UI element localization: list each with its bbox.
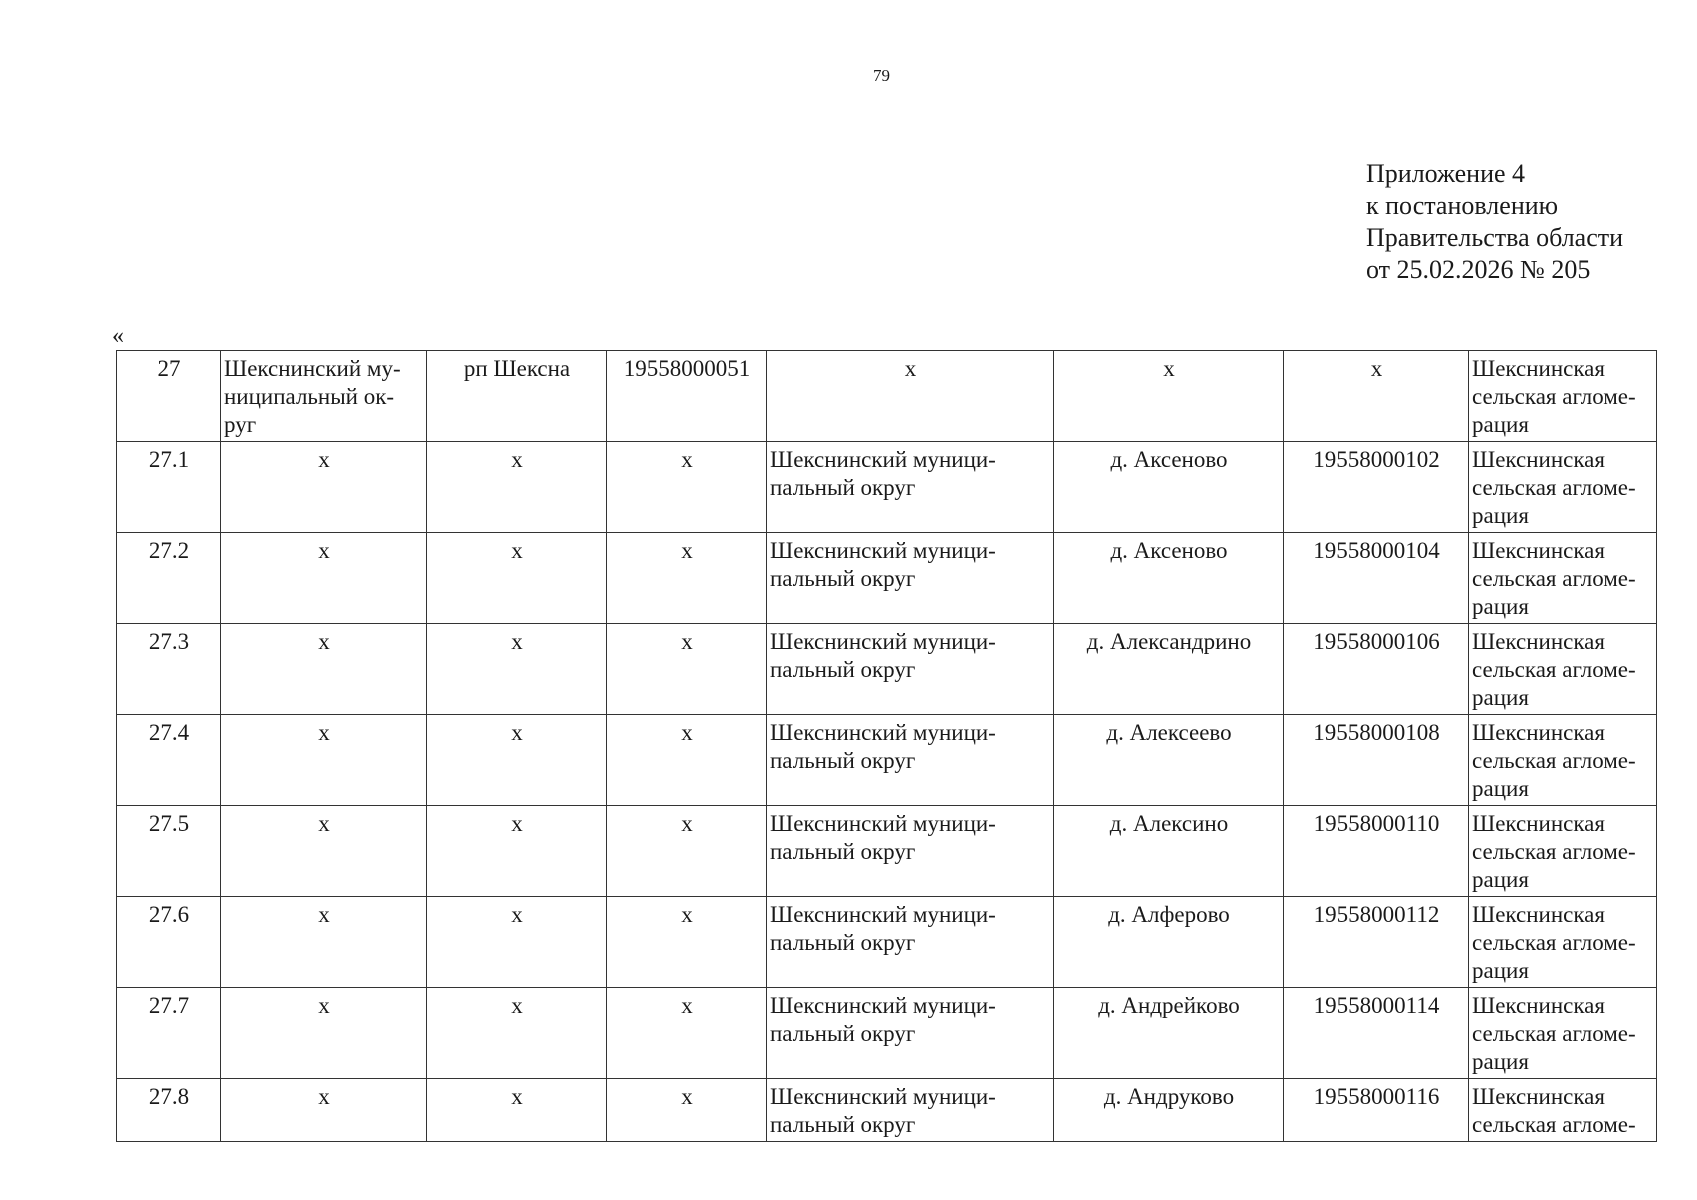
oktmo-cell: x	[607, 806, 767, 897]
settlement-oktmo-cell: 19558000104	[1284, 533, 1469, 624]
settlement-oktmo-cell: 19558000102	[1284, 442, 1469, 533]
table-row	[117, 624, 1657, 715]
oktmo-cell: x	[607, 988, 767, 1079]
municipality-cell: Шекснинский муници- пальный округ	[767, 442, 1054, 533]
appendix-line: к постановлению	[1366, 191, 1559, 220]
row-number-cell: 27.7	[117, 988, 221, 1079]
agglomeration-cell: Шекснинская сельская агломе- рация	[1469, 897, 1657, 988]
row-number-cell: 27.6	[117, 897, 221, 988]
center-cell: x	[427, 806, 607, 897]
district-cell: x	[221, 533, 427, 624]
table-row	[117, 1079, 1657, 1142]
oktmo-cell: x	[607, 897, 767, 988]
district-cell: x	[221, 897, 427, 988]
settlement-cell: д. Алексеево	[1054, 715, 1284, 806]
settlement-oktmo-cell: x	[1284, 351, 1469, 442]
row-number-cell: 27.2	[117, 533, 221, 624]
municipality-cell: Шекснинский муници- пальный округ	[767, 988, 1054, 1079]
row-number-cell: 27	[117, 351, 221, 442]
settlement-oktmo-cell: 19558000110	[1284, 806, 1469, 897]
settlement-cell: д. Аксеново	[1054, 442, 1284, 533]
oktmo-cell: 19558000051	[607, 351, 767, 442]
agglomeration-cell: Шекснинская сельская агломе- рация	[1469, 988, 1657, 1079]
agglomeration-cell: Шекснинская сельская агломе- рация	[1469, 533, 1657, 624]
municipality-cell: Шекснинский муници- пальный округ	[767, 897, 1054, 988]
oktmo-cell: x	[607, 442, 767, 533]
agglomeration-cell: Шекснинская сельская агломе- рация	[1469, 715, 1657, 806]
row-number-cell: 27.3	[117, 624, 221, 715]
appendix-block	[1366, 158, 1623, 286]
center-cell: x	[427, 897, 607, 988]
oktmo-cell: x	[607, 624, 767, 715]
settlement-cell: д. Александрино	[1054, 624, 1284, 715]
district-cell: x	[221, 624, 427, 715]
district-cell: x	[221, 988, 427, 1079]
agglomeration-cell: Шекснинская сельская агломе- рация	[1469, 351, 1657, 442]
settlements-table	[116, 350, 1657, 1142]
settlement-cell: д. Алексино	[1054, 806, 1284, 897]
settlement-oktmo-cell: 19558000106	[1284, 624, 1469, 715]
page-number: 79	[873, 66, 890, 85]
agglomeration-cell: Шекснинская сельская агломе-	[1469, 1079, 1657, 1142]
settlement-oktmo-cell: 19558000116	[1284, 1079, 1469, 1142]
district-cell: x	[221, 442, 427, 533]
center-cell: x	[427, 988, 607, 1079]
municipality-cell: Шекснинский муници- пальный округ	[767, 624, 1054, 715]
settlement-oktmo-cell: 19558000112	[1284, 897, 1469, 988]
center-cell: рп Шексна	[427, 351, 607, 442]
municipality-cell: Шекснинский муници- пальный округ	[767, 715, 1054, 806]
district-cell: Шекснинский му- ниципальный ок- руг	[221, 351, 427, 442]
settlement-cell: д. Аксеново	[1054, 533, 1284, 624]
settlement-oktmo-cell: 19558000114	[1284, 988, 1469, 1079]
table-row	[117, 715, 1657, 806]
agglomeration-cell: Шекснинская сельская агломе- рация	[1469, 624, 1657, 715]
municipality-cell: Шекснинский муници- пальный округ	[767, 806, 1054, 897]
center-cell: x	[427, 1079, 607, 1142]
center-cell: x	[427, 442, 607, 533]
appendix-line: Правительства области	[1366, 223, 1624, 252]
center-cell: x	[427, 624, 607, 715]
row-number-cell: 27.4	[117, 715, 221, 806]
appendix-line: от 25.02.2026 № 205	[1366, 255, 1591, 284]
district-cell: x	[221, 1079, 427, 1142]
table-row	[117, 533, 1657, 624]
table-row	[117, 988, 1657, 1079]
settlement-cell: д. Алферово	[1054, 897, 1284, 988]
agglomeration-cell: Шекснинская сельская агломе- рация	[1469, 806, 1657, 897]
table-row	[117, 806, 1657, 897]
center-cell: x	[427, 533, 607, 624]
row-number-cell: 27.8	[117, 1079, 221, 1142]
settlement-oktmo-cell: 19558000108	[1284, 715, 1469, 806]
appendix-line: Приложение 4	[1366, 159, 1526, 188]
row-number-cell: 27.1	[117, 442, 221, 533]
oktmo-cell: x	[607, 1079, 767, 1142]
table-row	[117, 897, 1657, 988]
table-row	[117, 351, 1657, 442]
district-cell: x	[221, 715, 427, 806]
open-quote: «	[112, 323, 124, 349]
center-cell: x	[427, 715, 607, 806]
settlement-cell: д. Андруково	[1054, 1079, 1284, 1142]
municipality-cell: Шекснинский муници- пальный округ	[767, 1079, 1054, 1142]
row-number-cell: 27.5	[117, 806, 221, 897]
agglomeration-cell: Шекснинская сельская агломе- рация	[1469, 442, 1657, 533]
municipality-cell: Шекснинский муници- пальный округ	[767, 533, 1054, 624]
settlement-cell: д. Андрейково	[1054, 988, 1284, 1079]
municipality-cell: x	[767, 351, 1054, 442]
table-row	[117, 442, 1657, 533]
settlement-cell: x	[1054, 351, 1284, 442]
district-cell: x	[221, 806, 427, 897]
oktmo-cell: x	[607, 533, 767, 624]
oktmo-cell: x	[607, 715, 767, 806]
